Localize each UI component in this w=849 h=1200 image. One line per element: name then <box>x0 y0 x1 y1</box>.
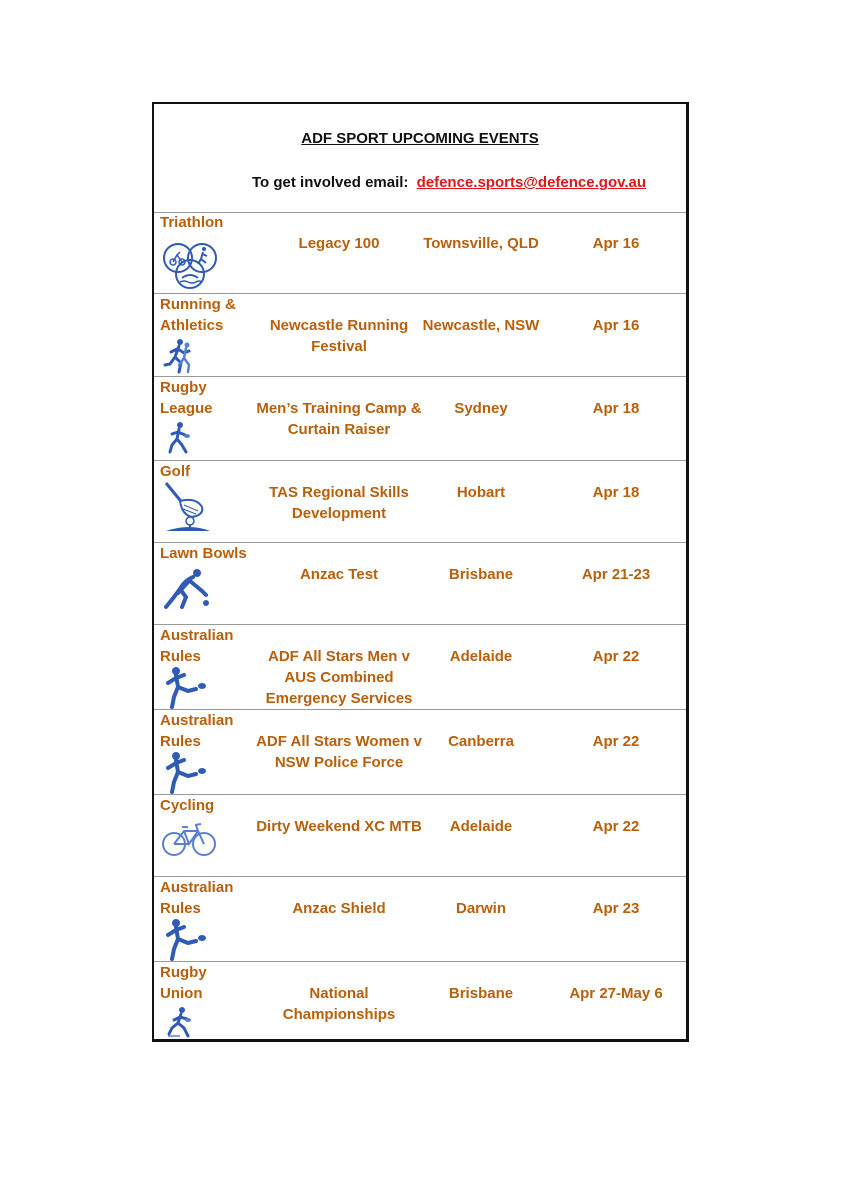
contact-label: To get involved email: <box>252 174 409 191</box>
table-row <box>154 877 686 962</box>
event-date: Apr 18 <box>592 400 640 417</box>
football-kicker-icon <box>162 917 208 961</box>
sport-name: Cycling <box>160 797 215 814</box>
rugby-runner-icon <box>166 1006 194 1038</box>
event-date: Apr 16 <box>592 317 640 334</box>
event-location: Townsville, QLD <box>423 235 539 252</box>
contact-line <box>252 174 646 191</box>
table-header <box>154 104 686 213</box>
event-location: Sydney <box>454 400 508 417</box>
table-row <box>154 962 686 1039</box>
table-row <box>154 710 686 795</box>
event-date: Apr 27-May 6 <box>569 985 663 1002</box>
event-date: Apr 22 <box>592 818 640 835</box>
event-location: Brisbane <box>448 566 514 583</box>
table-row <box>154 625 686 710</box>
event-date: Apr 23 <box>592 900 640 917</box>
table-row <box>154 795 686 877</box>
football-kicker-icon <box>162 665 208 709</box>
page-title: ADF SPORT UPCOMING EVENTS <box>301 130 539 147</box>
event-name: National Championships <box>282 985 396 1023</box>
event-date: Apr 22 <box>592 648 640 665</box>
table-row <box>154 212 686 294</box>
event-date: Apr 18 <box>592 484 640 501</box>
sport-name: Australian Rules <box>160 712 234 750</box>
contact-email-link[interactable]: defence.sports@defence.gov.au <box>416 174 647 191</box>
football-kicker-icon <box>162 750 208 794</box>
table-row <box>154 294 686 377</box>
event-name: Legacy 100 <box>298 235 380 252</box>
event-name: ADF All Stars Women v NSW Police Force <box>256 733 422 771</box>
sport-name: Golf <box>160 463 190 480</box>
sport-name: Australian Rules <box>160 627 234 665</box>
sport-name: Lawn Bowls <box>160 545 247 562</box>
event-location: Adelaide <box>449 818 513 835</box>
table-row <box>154 377 686 461</box>
event-date: Apr 22 <box>592 733 640 750</box>
events-table <box>152 102 689 1042</box>
event-location: Adelaide <box>449 648 513 665</box>
rugby-player-icon <box>166 421 192 455</box>
runner-icon <box>162 338 196 374</box>
sport-name: Rugby League <box>160 379 213 417</box>
triathlon-icon <box>162 234 218 290</box>
event-name: TAS Regional Skills Development <box>269 484 409 522</box>
lawn-bowler-icon <box>162 567 210 611</box>
event-date: Apr 16 <box>592 235 640 252</box>
event-name: Anzac Shield <box>292 900 386 917</box>
event-location: Darwin <box>455 900 506 917</box>
event-name: Anzac Test <box>299 566 379 583</box>
sport-name: Australian Rules <box>160 879 234 917</box>
table-row <box>154 543 686 625</box>
event-date: Apr 21-23 <box>581 566 651 583</box>
event-location: Newcastle, NSW <box>422 317 540 334</box>
bicycle-icon <box>162 819 216 857</box>
sport-name: Triathlon <box>160 214 224 231</box>
event-location: Canberra <box>448 733 514 750</box>
event-name: ADF All Stars Men v AUS Combined Emergency Services <box>265 648 413 707</box>
sport-name: Rugby Union <box>160 964 207 1002</box>
sport-name: Running & Athletics <box>160 296 236 334</box>
event-name: Newcastle Running Festival <box>269 317 409 355</box>
table-row <box>154 461 686 543</box>
golf-club-icon <box>162 481 212 533</box>
event-name: Men’s Training Camp & Curtain Raiser <box>256 400 422 438</box>
event-location: Hobart <box>456 484 506 501</box>
event-location: Brisbane <box>448 985 514 1002</box>
event-name: Dirty Weekend XC MTB <box>256 818 422 835</box>
